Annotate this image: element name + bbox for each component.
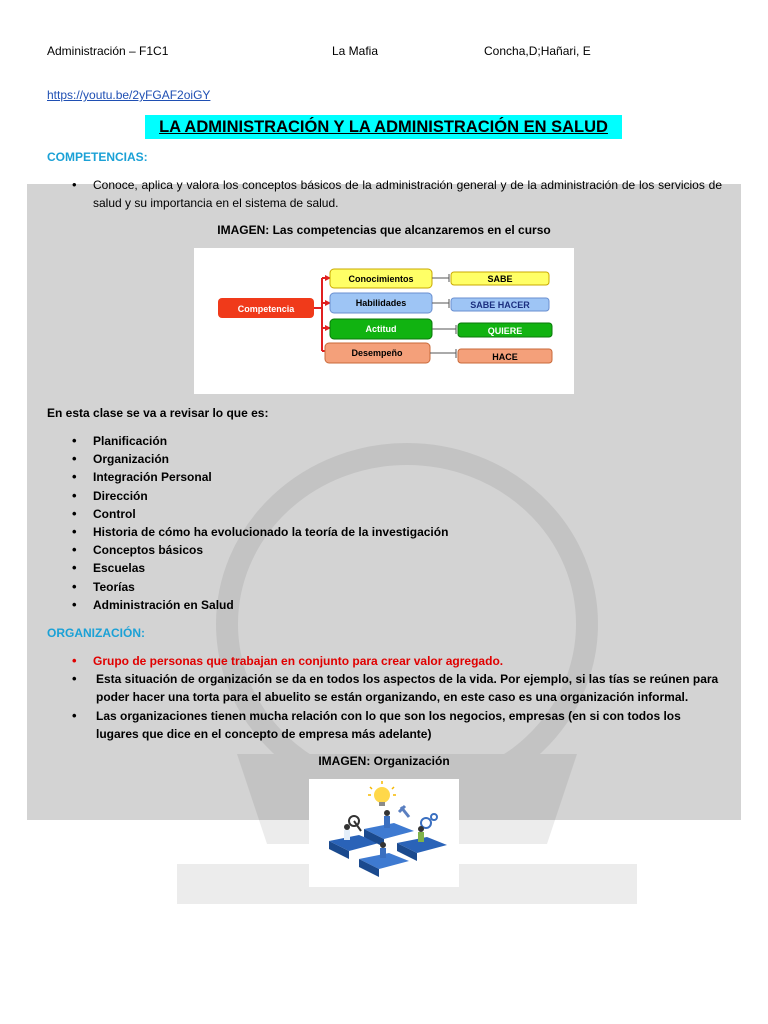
list-item: • Historia de cómo ha evolucionado la teoría de la investigación (72, 523, 448, 541)
course-code: Administración – F1C1 (47, 44, 169, 58)
list-item: • Organización (72, 450, 448, 468)
competencias-diagram-svg (194, 248, 574, 394)
competencias-list (72, 176, 722, 212)
actitud-label: Actitud (365, 324, 397, 334)
list-item: • Conoce, aplica y valora los conceptos básicos de la administración general y de la administración de los servicios de salud y su importancia en el sistema de salud. (72, 176, 722, 212)
organizacion-heading: ORGANIZACIÓN: (47, 626, 145, 640)
list-item: • Las organizaciones tienen mucha relación con lo que son los negocios, empresas (en si con todos los lugares que dice en el concepto de empresa más adelante) (72, 707, 722, 743)
list-item: • Esta situación de organización se da en todos los aspectos de la vida. Por ejemplo, si las tías se reúnen para poder hacer una torta para el abuelito se están organizando, en este caso es una organización informal. (72, 670, 722, 706)
document-header (47, 44, 768, 60)
organization-puzzle-icon (309, 779, 459, 887)
habilidades-label: Habilidades (355, 298, 407, 308)
competencia-root-label: Competencia (237, 304, 295, 314)
list-item: • Integración Personal (72, 468, 448, 486)
list-item: • Grupo de personas que trabajan en conjunto para crear valor agregado. (72, 652, 722, 670)
list-item: • Conceptos básicos (72, 541, 448, 559)
organizacion-list (72, 652, 722, 743)
author-names: Concha,D;Hañari, E (484, 44, 591, 58)
organizacion-image-caption: IMAGEN: Organización (318, 754, 450, 768)
competencias-heading: COMPETENCIAS: (47, 150, 148, 164)
conocimientos-label: Conocimientos (348, 274, 414, 284)
list-item: • Dirección (72, 487, 448, 505)
quiere-label: QUIERE (487, 326, 523, 336)
page-title: LA ADMINISTRACIÓN Y LA ADMINISTRACIÓN EN SALUD (145, 115, 622, 139)
youtube-link[interactable]: https://youtu.be/2yFGAF2oiGY (47, 88, 211, 102)
list-item: • Planificación (72, 432, 448, 450)
list-item: • Teorías (72, 578, 448, 596)
group-name: La Mafia (332, 44, 379, 58)
competencias-image-caption: IMAGEN: Las competencias que alcanzaremos en el curso (217, 223, 551, 237)
sabe-hacer-label: SABE HACER (470, 300, 530, 310)
clase-intro: En esta clase se va a revisar lo que es: (47, 406, 269, 420)
list-item: • Administración en Salud (72, 596, 448, 614)
hace-label: HACE (492, 352, 518, 362)
sabe-label: SABE (487, 274, 513, 284)
list-item: • Control (72, 505, 448, 523)
competencias-diagram (194, 248, 574, 394)
clase-topics-list (72, 432, 448, 614)
organizacion-illustration (309, 779, 459, 887)
list-item: • Escuelas (72, 559, 448, 577)
desempeno-label: Desempeño (351, 348, 403, 358)
